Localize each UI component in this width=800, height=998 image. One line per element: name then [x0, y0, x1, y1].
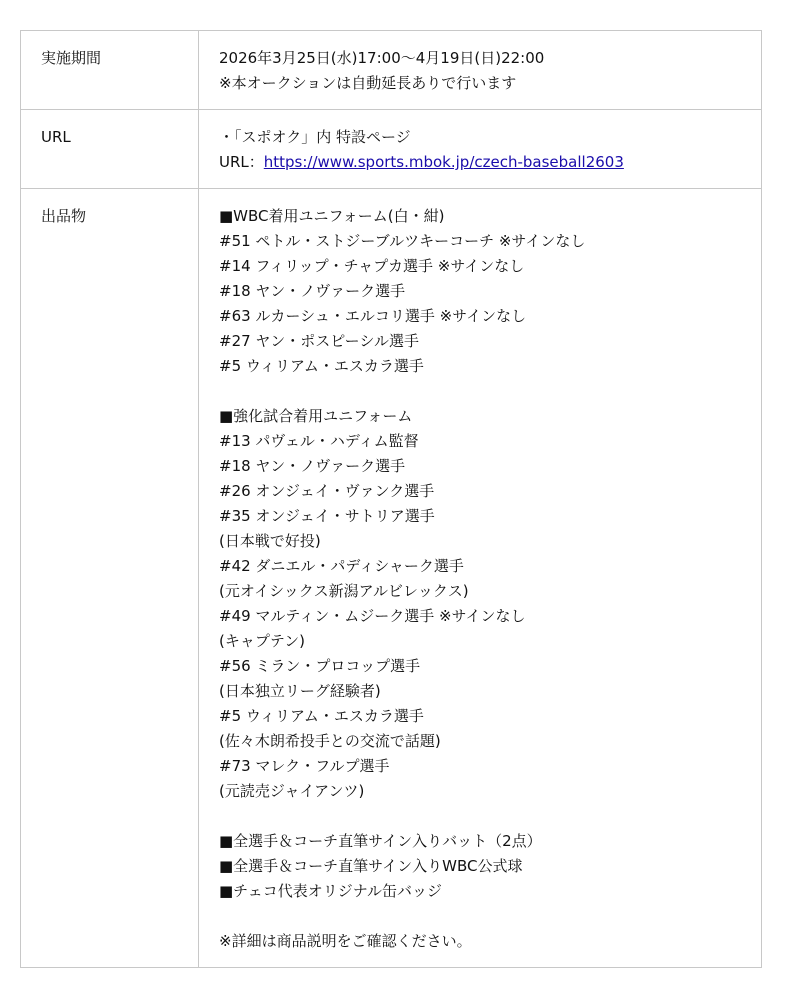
item-line: #5 ウィリアム・エスカラ選手 [219, 707, 424, 725]
item-line [219, 379, 761, 404]
period-note: ※本オークションは自動延長ありで行います [219, 74, 517, 92]
item-line: #56 ミラン・プロコップ選手 [219, 657, 421, 675]
item-line: ■WBC着用ユニフォーム(白・紺) [219, 207, 445, 225]
item-line: #73 マレク・フルプ選手 [219, 757, 390, 775]
item-line: #13 パヴェル・ハディム監督 [219, 432, 419, 450]
item-line: #14 フィリップ・チャプカ選手 ※サインなし [219, 257, 525, 275]
item-line: (日本戦で好投) [219, 532, 321, 550]
item-line: (佐々木朗希投手との交流で話題) [219, 732, 441, 750]
item-line: (キャプテン) [219, 632, 305, 650]
item-line: ※詳細は商品説明をご確認ください。 [219, 932, 472, 950]
item-line: #42 ダニエル・パディシャーク選手 [219, 557, 464, 575]
item-line [219, 904, 761, 929]
url-label: URL [21, 110, 199, 189]
item-line: #26 オンジェイ・ヴァンク選手 [219, 482, 435, 500]
items-list [219, 204, 761, 954]
items-row [21, 189, 762, 968]
item-line: ■チェコ代表オリジナル缶バッジ [219, 882, 442, 900]
url-value [199, 110, 762, 189]
item-line: #49 マルティン・ムジーク選手 ※サインなし [219, 607, 526, 625]
url-line [219, 150, 761, 175]
item-line: ■強化試合着用ユニフォーム [219, 407, 413, 425]
period-dates: 2026年3月25日(水)17:00〜4月19日(日)22:00 [219, 49, 545, 67]
item-line: (元読売ジャイアンツ) [219, 782, 365, 800]
items-value [199, 189, 762, 968]
period-row [21, 31, 762, 110]
url-row [21, 110, 762, 189]
items-label: 出品物 [21, 189, 199, 968]
item-line: (日本独立リーグ経験者) [219, 682, 381, 700]
url-prefix: URL： [219, 153, 264, 171]
item-line: #5 ウィリアム・エスカラ選手 [219, 357, 424, 375]
item-line: ■全選手＆コーチ直筆サイン入りバット（2点） [219, 832, 542, 850]
item-line: ■全選手＆コーチ直筆サイン入りWBC公式球 [219, 857, 523, 875]
item-line: #27 ヤン・ポスピーシル選手 [219, 332, 419, 350]
auction-info-table [20, 30, 762, 968]
item-line [219, 804, 761, 829]
item-line: #51 ペトル・ストジーブルツキーコーチ ※サインなし [219, 232, 586, 250]
item-line: #35 オンジェイ・サトリア選手 [219, 507, 435, 525]
item-line: (元オイシックス新潟アルビレックス) [219, 582, 469, 600]
item-line: #63 ルカーシュ・エルコリ選手 ※サインなし [219, 307, 527, 325]
url-page-description: ・「スポオク」内 特設ページ [219, 128, 411, 146]
item-line: #18 ヤン・ノヴァーク選手 [219, 457, 406, 475]
period-value [199, 31, 762, 110]
item-line: #18 ヤン・ノヴァーク選手 [219, 282, 406, 300]
period-label: 実施期間 [21, 31, 199, 110]
special-page-link[interactable]: https://www.sports.mbok.jp/czech-baseball2603 [263, 153, 624, 171]
